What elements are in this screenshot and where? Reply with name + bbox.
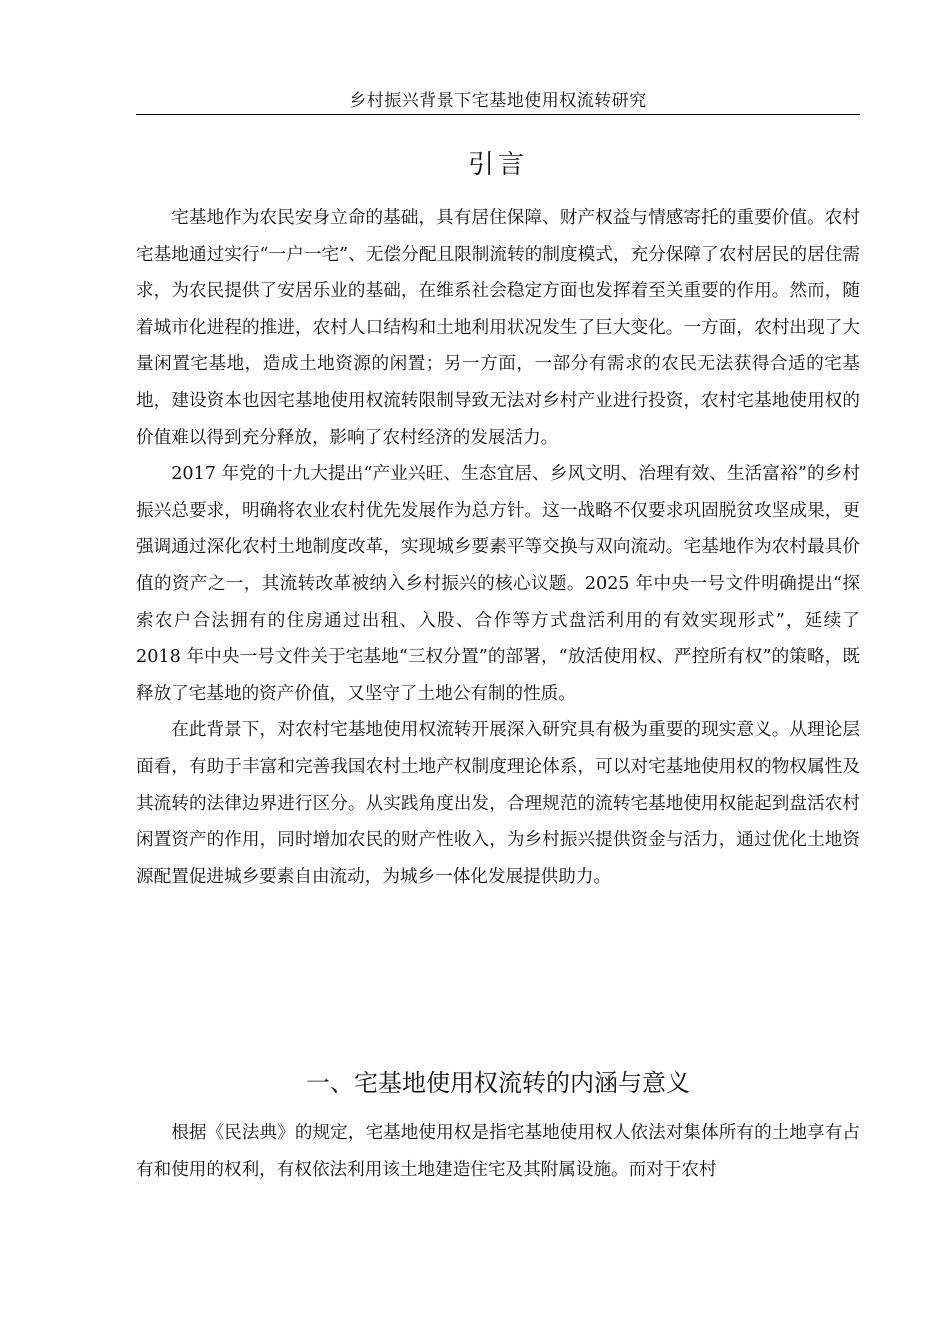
section-1-body — [136, 1115, 860, 1188]
intro-paragraph-1: 宅基地作为农民安身立命的基础，具有居住保障、财产权益与情感寄托的重要价值。农村宅基地通过实行“一户一宅”、无偿分配且限制流转的制度模式，充分保障了农村居民的居住需求，为农民提供了安居乐业的基础，在维系社会稳定方面也发挥着至关重要的作用。然而，随着城市化进程的推进，农村人口结构和土地利用状况发生了巨大变化。一方面，农村出现了大量闲置宅基地，造成土地资源的闲置；另一方面，一部分有需求的农民无法获得合适的宅基地，建设资本也因宅基地使用权流转限制导致无法对乡村产业进行投资，农村宅基地使用权的价值难以得到充分释放，影响了农村经济的发展活力。 — [136, 208, 860, 448]
running-header: 乡村振兴背景下宅基地使用权流转研究 — [349, 91, 647, 111]
intro-paragraph-3: 在此背景下，对农村宅基地使用权流转开展深入研究具有极为重要的现实意义。从理论层面看，有助于丰富和完善我国农村土地产权制度理论体系，可以对宅基地使用权的物权属性及其流转的法律边界进行区分。从实践角度出发，合理规范的流转宅基地使用权能起到盘活农村闲置资产的作用，同时增加农民的财产性收入，为乡村振兴提供资金与活力，通过优化土地资源配置促进城乡要素自由流动，为城乡一体化发展提供助力。 — [136, 720, 860, 887]
section-1-paragraph-1: 根据《民法典》的规定，宅基地使用权是指宅基地使用权人依法对集体所有的土地享有占有和使用的权利，有权依法利用该土地建造住宅及其附属设施。而对于农村 — [136, 1123, 860, 1180]
intro-paragraph-2: 2017 年党的十九大提出“产业兴旺、生态宜居、乡风文明、治理有效、生活富裕”的乡村振兴总要求，明确将农业农村优先发展作为总方针。这一战略不仅要求巩固脱贫攻坚成果，更强调通过深化农村土地制度改革，实现城乡要素平等交换与双向流动。宅基地作为农村最具价值的资产之一，其流转改革被纳入乡村振兴的核心议题。2025 年中央一号文件明确提出“探索农户合法拥有的住房通过出租、入股、合作等方式盘活利用的有效实现形式”，延续了 2018 年中央一号文件关于宅基地“三权分置”的部署，“放活使用权、严控所有权”的策略，既释放了宅基地的资产价值，又坚守了土地公有制的性质。 — [136, 464, 860, 704]
intro-body — [136, 200, 860, 895]
section-1-heading: 一、宅基地使用权流转的内涵与意义 — [306, 1069, 690, 1097]
header-rule — [136, 114, 860, 115]
intro-heading: 引言 — [467, 150, 528, 180]
